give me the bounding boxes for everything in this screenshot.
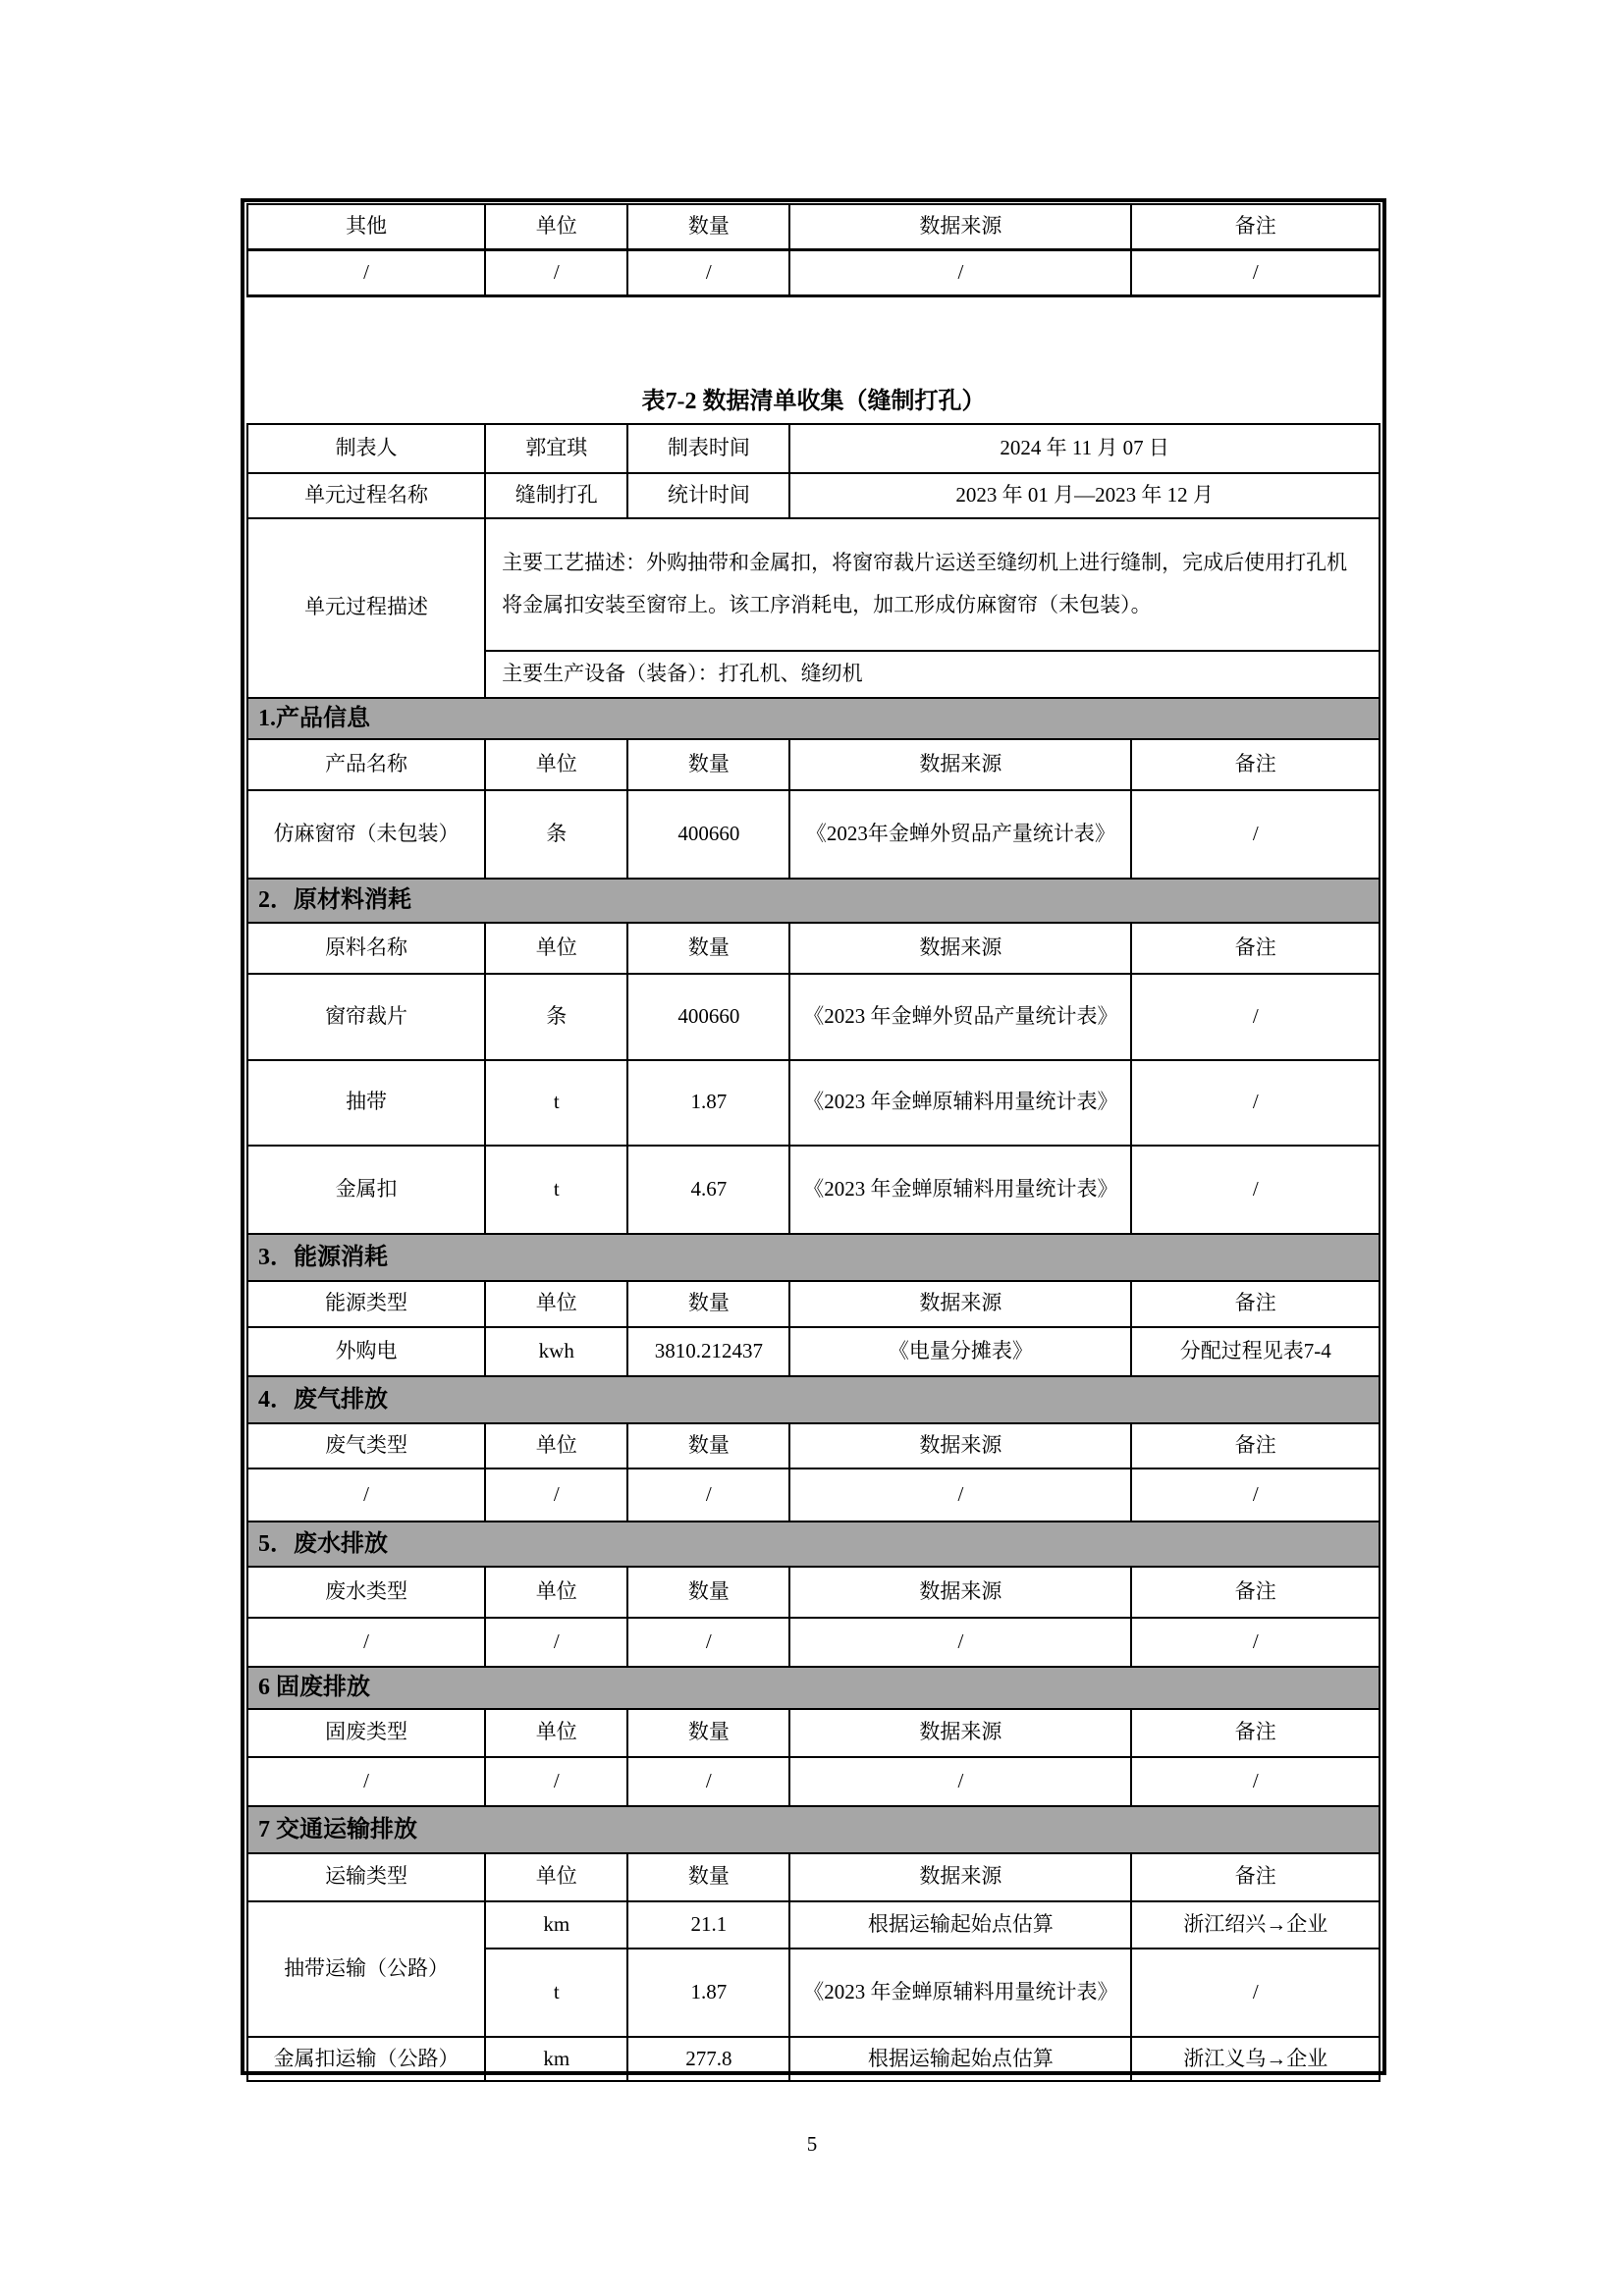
data-cell: km <box>485 1901 627 1949</box>
data-cell: 21.1 <box>627 1901 789 1949</box>
data-cell: 外购电 <box>247 1327 485 1376</box>
table-row <box>247 1901 1380 1949</box>
table-row <box>247 1281 1380 1327</box>
caption-area <box>246 297 1380 423</box>
section-header: 7 交通运输排放 <box>247 1806 1380 1853</box>
table-row <box>247 1468 1380 1522</box>
data-cell: / <box>1131 1757 1380 1806</box>
data-cell: 金属扣 <box>247 1146 485 1234</box>
data-cell: 浙江义乌→企业 <box>1131 2037 1380 2082</box>
header-cell: 单位 <box>485 1567 627 1618</box>
data-cell: 浙江绍兴→企业 <box>1131 1901 1380 1949</box>
data-cell: 1.87 <box>627 1949 789 2037</box>
header-cell: 数据来源 <box>789 1709 1131 1757</box>
previous-table-tail <box>246 203 1380 297</box>
data-cell: 《电量分摊表》 <box>789 1327 1131 1376</box>
table-row <box>247 1618 1380 1667</box>
data-cell: 400660 <box>627 974 789 1060</box>
data-cell: / <box>247 1757 485 1806</box>
header-cell: 数量 <box>627 1281 789 1327</box>
data-cell: 1.87 <box>627 1060 789 1146</box>
data-cell: / <box>1131 1618 1380 1667</box>
data-cell: / <box>1131 790 1380 879</box>
data-cell: / <box>789 1757 1131 1806</box>
table-row <box>247 739 1380 790</box>
label-cell: 统计时间 <box>627 473 789 518</box>
header-cell: 运输类型 <box>247 1853 485 1901</box>
section-row <box>247 1806 1380 1853</box>
section-header: 6 固废排放 <box>247 1667 1380 1709</box>
section-header: 2．原材料消耗 <box>247 879 1380 923</box>
table-row <box>247 1853 1380 1901</box>
data-cell: / <box>1131 249 1380 295</box>
data-cell: / <box>789 1468 1131 1522</box>
header-cell: 数量 <box>627 923 789 974</box>
table-row <box>247 1060 1380 1146</box>
data-cell: / <box>247 249 485 295</box>
data-cell: 仿麻窗帘（未包装） <box>247 790 485 879</box>
label-cell: 制表人 <box>247 424 485 473</box>
table-row <box>247 1327 1380 1376</box>
label-cell: 单元过程描述 <box>247 518 485 698</box>
header-cell: 备注 <box>1131 1567 1380 1618</box>
data-cell: / <box>1131 1468 1380 1522</box>
header-cell: 数据来源 <box>789 739 1131 790</box>
data-cell: / <box>1131 974 1380 1060</box>
data-cell: 400660 <box>627 790 789 879</box>
data-cell: t <box>485 1060 627 1146</box>
section-header: 1.产品信息 <box>247 698 1380 739</box>
data-cell: t <box>485 1949 627 2037</box>
table-row <box>247 1709 1380 1757</box>
data-cell: / <box>247 1618 485 1667</box>
outer-table-frame <box>241 198 1386 2075</box>
header-cell: 备注 <box>1131 739 1380 790</box>
equipment-cell: 主要生产设备（装备）：打孔机、缝纫机 <box>485 651 1380 698</box>
data-cell: / <box>485 1757 627 1806</box>
header-cell: 数据来源 <box>789 923 1131 974</box>
header-cell: 数据来源 <box>789 1853 1131 1901</box>
header-cell: 数量 <box>627 1423 789 1468</box>
section-row <box>247 1522 1380 1567</box>
table-row <box>247 424 1380 473</box>
header-cell: 能源类型 <box>247 1281 485 1327</box>
data-cell: 4.67 <box>627 1146 789 1234</box>
data-cell: 缝制打孔 <box>485 473 627 518</box>
data-cell: / <box>1131 1949 1380 2037</box>
table-row <box>247 923 1380 974</box>
data-cell: kwh <box>485 1327 627 1376</box>
data-cell: 金属扣运输（公路） <box>247 2037 485 2082</box>
data-cell: 条 <box>485 790 627 879</box>
header-cell: 单位 <box>485 1709 627 1757</box>
data-cell: 根据运输起始点估算 <box>789 1901 1131 1949</box>
header-cell: 单位 <box>485 1281 627 1327</box>
table-row <box>247 473 1380 518</box>
table-row <box>247 1146 1380 1234</box>
data-cell: 2024 年 11 月 07 日 <box>789 424 1380 473</box>
data-cell: 条 <box>485 974 627 1060</box>
header-cell: 备注 <box>1131 1423 1380 1468</box>
header-cell: 单位 <box>485 1423 627 1468</box>
header-cell: 其他 <box>247 204 485 249</box>
header-cell: 数量 <box>627 739 789 790</box>
data-cell: / <box>485 249 627 295</box>
header-cell: 数据来源 <box>789 204 1131 249</box>
section-row <box>247 698 1380 739</box>
header-cell: 数量 <box>627 204 789 249</box>
section-row <box>247 879 1380 923</box>
header-cell: 单位 <box>485 923 627 974</box>
header-cell: 备注 <box>1131 1709 1380 1757</box>
data-cell: t <box>485 1146 627 1234</box>
section-row <box>247 1234 1380 1281</box>
header-cell: 产品名称 <box>247 739 485 790</box>
data-cell: / <box>627 1757 789 1806</box>
label-cell: 制表时间 <box>627 424 789 473</box>
header-cell: 废气类型 <box>247 1423 485 1468</box>
main-table <box>246 423 1380 2083</box>
section-row <box>247 1667 1380 1709</box>
section-row <box>247 1376 1380 1423</box>
header-cell: 备注 <box>1131 1281 1380 1327</box>
transport-group-cell: 抽带运输（公路） <box>247 1901 485 2037</box>
table-row <box>247 204 1380 249</box>
header-cell: 单位 <box>485 1853 627 1901</box>
section-header: 3．能源消耗 <box>247 1234 1380 1281</box>
header-cell: 数量 <box>627 1567 789 1618</box>
data-cell: 抽带 <box>247 1060 485 1146</box>
header-cell: 固废类型 <box>247 1709 485 1757</box>
table-row <box>247 1567 1380 1618</box>
header-cell: 数据来源 <box>789 1567 1131 1618</box>
header-cell: 备注 <box>1131 1853 1380 1901</box>
data-cell: / <box>627 249 789 295</box>
data-cell: / <box>485 1468 627 1522</box>
data-cell: 郭宜琪 <box>485 424 627 473</box>
header-cell: 备注 <box>1131 923 1380 974</box>
data-cell: / <box>627 1618 789 1667</box>
label-cell: 单元过程名称 <box>247 473 485 518</box>
data-cell: 根据运输起始点估算 <box>789 2037 1131 2082</box>
data-cell: / <box>247 1468 485 1522</box>
data-cell: 《2023 年金蝉原辅料用量统计表》 <box>789 1146 1131 1234</box>
header-cell: 原料名称 <box>247 923 485 974</box>
data-cell: 《2023 年金蝉外贸品产量统计表》 <box>789 974 1131 1060</box>
data-cell: / <box>1131 1060 1380 1146</box>
data-cell: 窗帘裁片 <box>247 974 485 1060</box>
header-cell: 废水类型 <box>247 1567 485 1618</box>
header-cell: 数据来源 <box>789 1281 1131 1327</box>
table-row <box>247 518 1380 651</box>
section-header: 4．废气排放 <box>247 1376 1380 1423</box>
table-row <box>247 974 1380 1060</box>
data-cell: 3810.212437 <box>627 1327 789 1376</box>
data-cell: / <box>789 1618 1131 1667</box>
process-description-cell: 主要工艺描述：外购抽带和金属扣，将窗帘裁片运送至缝纫机上进行缝制，完成后使用打孔机将金属扣安装至窗帘上。该工序消耗电，加工形成仿麻窗帘（未包装）。 <box>485 518 1380 651</box>
data-cell: km <box>485 2037 627 2082</box>
data-cell: / <box>789 249 1131 295</box>
data-cell: 277.8 <box>627 2037 789 2082</box>
header-cell: 数量 <box>627 1709 789 1757</box>
data-cell: 《2023 年金蝉原辅料用量统计表》 <box>789 1060 1131 1146</box>
table-caption: 表7-2 数据清单收集（缝制打孔） <box>641 388 986 414</box>
table-row <box>247 790 1380 879</box>
table-row <box>247 1757 1380 1806</box>
header-cell: 备注 <box>1131 204 1380 249</box>
table-row <box>247 249 1380 295</box>
data-cell: / <box>627 1468 789 1522</box>
data-cell: 《2023年金蝉外贸品产量统计表》 <box>789 790 1131 879</box>
header-cell: 数据来源 <box>789 1423 1131 1468</box>
data-cell: 2023 年 01 月—2023 年 12 月 <box>789 473 1380 518</box>
data-cell: 《2023 年金蝉原辅料用量统计表》 <box>789 1949 1131 2037</box>
data-cell: 分配过程见表7-4 <box>1131 1327 1380 1376</box>
table-row <box>247 2037 1380 2082</box>
section-header: 5．废水排放 <box>247 1522 1380 1567</box>
table-row <box>247 1423 1380 1468</box>
page-number: 5 <box>806 2132 818 2156</box>
header-cell: 数量 <box>627 1853 789 1901</box>
header-cell: 单位 <box>485 204 627 249</box>
data-cell: / <box>1131 1146 1380 1234</box>
header-cell: 单位 <box>485 739 627 790</box>
data-cell: / <box>485 1618 627 1667</box>
